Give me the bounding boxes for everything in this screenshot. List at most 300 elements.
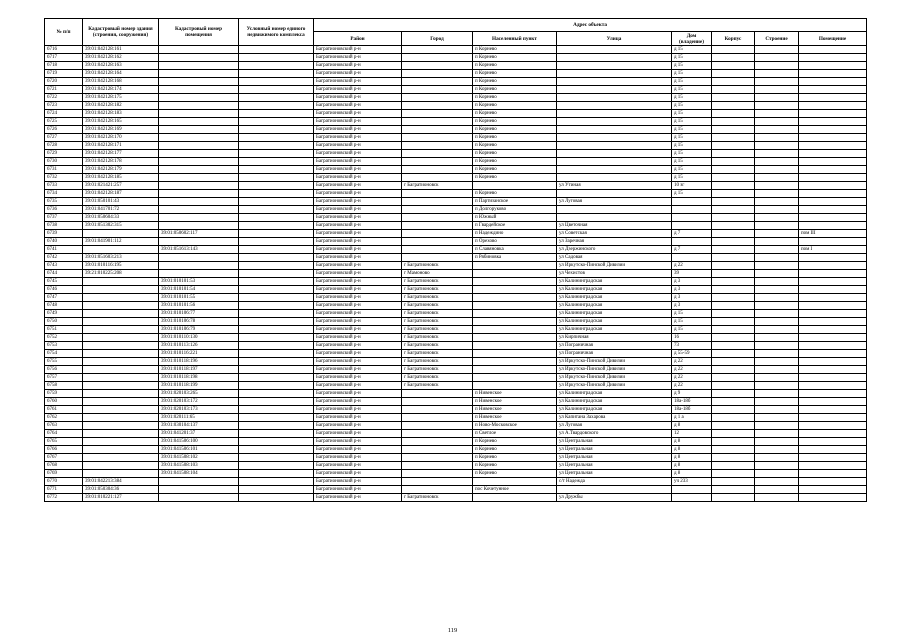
cell-district: Багратионовский р-н xyxy=(314,150,402,158)
cell-cad-building: 39:01:010116:195 xyxy=(83,262,159,270)
cell-cad-room: 39:01:010106:78 xyxy=(159,318,239,326)
cell-settlement xyxy=(473,478,557,486)
cell-district: Багратионовский р-н xyxy=(314,398,402,406)
table-row xyxy=(45,310,867,318)
cell-cad-building: 39:01:042128:161 xyxy=(83,46,159,54)
cell-num: 6716 xyxy=(45,46,83,54)
cell-city xyxy=(402,478,473,486)
cell-cad-building xyxy=(83,294,159,302)
cell-house: д 15 xyxy=(672,150,712,158)
cell-street: ул Калининградская xyxy=(557,398,672,406)
cell-settlement xyxy=(473,350,557,358)
cell-premise xyxy=(799,222,867,230)
cell-cad-room xyxy=(159,158,239,166)
cell-premise xyxy=(799,310,867,318)
cell-cad-room xyxy=(159,206,239,214)
cell-cond-complex xyxy=(239,78,314,86)
cell-house xyxy=(672,198,712,206)
cell-cond-complex xyxy=(239,142,314,150)
cell-premise xyxy=(799,406,867,414)
cell-corpus xyxy=(712,342,755,350)
cell-house: д 15 xyxy=(672,310,712,318)
cell-street: ул Иркутско-Пинской Дивизии xyxy=(557,374,672,382)
cell-district: Багратионовский р-н xyxy=(314,374,402,382)
cell-corpus xyxy=(712,94,755,102)
cell-cad-room xyxy=(159,214,239,222)
cell-building xyxy=(755,110,799,118)
cell-street xyxy=(557,166,672,174)
cell-city xyxy=(402,166,473,174)
cell-cond-complex xyxy=(239,430,314,438)
cell-corpus xyxy=(712,406,755,414)
cell-cond-complex xyxy=(239,158,314,166)
cell-district: Багратионовский р-н xyxy=(314,222,402,230)
table-row xyxy=(45,366,867,374)
cell-building xyxy=(755,174,799,182)
cell-district: Багратионовский р-н xyxy=(314,358,402,366)
cell-cad-building xyxy=(83,422,159,430)
cell-cond-complex xyxy=(239,390,314,398)
cell-cad-building: 39:01:042128:182 xyxy=(83,102,159,110)
table-row xyxy=(45,246,867,254)
table-row xyxy=(45,398,867,406)
cell-street: ул Иркутско-Пинской Дивизии xyxy=(557,382,672,390)
cell-settlement: п Корнево xyxy=(473,166,557,174)
cell-street: ул Калининградская xyxy=(557,326,672,334)
cell-cad-room: 39:01:010106:79 xyxy=(159,326,239,334)
cell-city xyxy=(402,398,473,406)
cell-cad-building: 39:01:042128:178 xyxy=(83,158,159,166)
cell-cad-building xyxy=(83,374,159,382)
cell-building xyxy=(755,350,799,358)
cell-house: д 22 xyxy=(672,374,712,382)
cell-cad-room xyxy=(159,174,239,182)
cell-num: 6760 xyxy=(45,398,83,406)
cell-house: д 15 xyxy=(672,54,712,62)
cell-settlement xyxy=(473,262,557,270)
cell-num: 6755 xyxy=(45,358,83,366)
cell-cond-complex xyxy=(239,222,314,230)
cell-street: ул Калининградская xyxy=(557,318,672,326)
table-row xyxy=(45,430,867,438)
cell-street: ул Калининградская xyxy=(557,406,672,414)
cell-city xyxy=(402,134,473,142)
cell-premise xyxy=(799,422,867,430)
table-row xyxy=(45,286,867,294)
cell-building xyxy=(755,478,799,486)
cell-cad-room: 39:01:041508:104 xyxy=(159,470,239,478)
cell-district: Багратионовский р-н xyxy=(314,478,402,486)
cell-cad-room xyxy=(159,142,239,150)
table-row xyxy=(45,110,867,118)
cell-cad-room xyxy=(159,118,239,126)
cell-house: д 8 xyxy=(672,470,712,478)
cell-city: г Мамоново xyxy=(402,270,473,278)
cell-settlement: п Корнево xyxy=(473,446,557,454)
cell-city: г Багратионовск xyxy=(402,278,473,286)
table-row xyxy=(45,262,867,270)
cell-corpus xyxy=(712,390,755,398)
cell-building xyxy=(755,326,799,334)
cell-corpus xyxy=(712,438,755,446)
cell-house: д 15 xyxy=(672,86,712,94)
cell-premise: пом I xyxy=(799,246,867,254)
cell-city xyxy=(402,158,473,166)
cell-cond-complex xyxy=(239,382,314,390)
cell-district: Багратионовский р-н xyxy=(314,158,402,166)
cell-street xyxy=(557,190,672,198)
cell-street: ул Пограничная xyxy=(557,342,672,350)
cell-district: Багратионовский р-н xyxy=(314,230,402,238)
cell-city: г Багратионовск xyxy=(402,302,473,310)
cell-corpus xyxy=(712,318,755,326)
cell-street: ул Капитана Захарова xyxy=(557,414,672,422)
cell-cad-building: 39:01:042128:162 xyxy=(83,54,159,62)
cell-cond-complex xyxy=(239,350,314,358)
cell-house xyxy=(672,486,712,494)
cell-premise xyxy=(799,454,867,462)
cell-cad-room xyxy=(159,238,239,246)
cell-street xyxy=(557,78,672,86)
cell-district: Багратионовский р-н xyxy=(314,182,402,190)
cell-street: ул Луговая xyxy=(557,198,672,206)
cell-building xyxy=(755,454,799,462)
cell-corpus xyxy=(712,398,755,406)
cell-city xyxy=(402,470,473,478)
cell-city xyxy=(402,254,473,262)
cell-house: д 15 xyxy=(672,70,712,78)
cell-city: г Багратионовск xyxy=(402,262,473,270)
cell-premise xyxy=(799,382,867,390)
cell-building xyxy=(755,46,799,54)
cell-building xyxy=(755,190,799,198)
table-row xyxy=(45,86,867,94)
cell-num: 6717 xyxy=(45,54,83,62)
cell-settlement xyxy=(473,366,557,374)
cell-cond-complex xyxy=(239,262,314,270)
page-number: 119 xyxy=(447,627,458,634)
table-row xyxy=(45,478,867,486)
table-row xyxy=(45,382,867,390)
cell-num: 6768 xyxy=(45,462,83,470)
cell-city xyxy=(402,462,473,470)
cell-building xyxy=(755,462,799,470)
cell-cad-room xyxy=(159,70,239,78)
table-row xyxy=(45,230,867,238)
cell-corpus xyxy=(712,230,755,238)
cell-house: д 15 xyxy=(672,326,712,334)
cell-street: ул Калининградская xyxy=(557,310,672,318)
cell-city xyxy=(402,230,473,238)
cell-corpus xyxy=(712,118,755,126)
cell-cond-complex xyxy=(239,214,314,222)
cell-building xyxy=(755,230,799,238)
cell-num: 6749 xyxy=(45,310,83,318)
cell-cond-complex xyxy=(239,102,314,110)
table-row xyxy=(45,414,867,422)
cell-num: 6728 xyxy=(45,142,83,150)
cell-house: д 15 xyxy=(672,142,712,150)
cell-premise xyxy=(799,446,867,454)
table-row xyxy=(45,222,867,230)
cell-building xyxy=(755,366,799,374)
cell-cond-complex xyxy=(239,286,314,294)
table-row xyxy=(45,182,867,190)
cell-corpus xyxy=(712,102,755,110)
cell-premise xyxy=(799,286,867,294)
cell-house: д 15 xyxy=(672,158,712,166)
cell-street: ул Калининградская xyxy=(557,390,672,398)
cell-street: ул Заречная xyxy=(557,238,672,246)
cell-premise xyxy=(799,46,867,54)
cell-settlement: п Корнево xyxy=(473,54,557,62)
cell-num: 6727 xyxy=(45,134,83,142)
cell-settlement xyxy=(473,278,557,286)
cell-premise xyxy=(799,270,867,278)
cell-street: ул Калининградская xyxy=(557,278,672,286)
cell-city xyxy=(402,198,473,206)
cell-cad-room xyxy=(159,166,239,174)
cell-settlement: п Корнево xyxy=(473,78,557,86)
cell-cad-room xyxy=(159,478,239,486)
cell-cond-complex xyxy=(239,326,314,334)
cell-cad-room xyxy=(159,222,239,230)
cell-cad-building: 39:01:042128:174 xyxy=(83,86,159,94)
property-registry-table xyxy=(44,18,867,502)
cell-district: Багратионовский р-н xyxy=(314,166,402,174)
cell-corpus xyxy=(712,206,755,214)
cell-num: 6723 xyxy=(45,102,83,110)
cell-settlement: п Корнево xyxy=(473,62,557,70)
cell-settlement: п Корнево xyxy=(473,174,557,182)
cell-corpus xyxy=(712,326,755,334)
cell-cad-room xyxy=(159,182,239,190)
cell-num: 6726 xyxy=(45,126,83,134)
cell-street: ул Центральная xyxy=(557,446,672,454)
cell-cond-complex xyxy=(239,238,314,246)
table-row xyxy=(45,142,867,150)
cell-street xyxy=(557,134,672,142)
cell-street: ул Центральная xyxy=(557,438,672,446)
cell-corpus xyxy=(712,486,755,494)
cell-cad-room xyxy=(159,110,239,118)
cell-cad-room: 39:01:010118:196 xyxy=(159,358,239,366)
cell-premise xyxy=(799,150,867,158)
table-row xyxy=(45,46,867,54)
cell-premise xyxy=(799,470,867,478)
cell-city xyxy=(402,486,473,494)
cell-num: 6734 xyxy=(45,190,83,198)
table-row xyxy=(45,62,867,70)
cell-corpus xyxy=(712,62,755,70)
cell-house: д 15 xyxy=(672,110,712,118)
table-row xyxy=(45,302,867,310)
table-row xyxy=(45,198,867,206)
cell-corpus xyxy=(712,190,755,198)
cell-cond-complex xyxy=(239,230,314,238)
cell-corpus xyxy=(712,302,755,310)
cell-num: 6764 xyxy=(45,430,83,438)
cell-num: 6722 xyxy=(45,94,83,102)
cell-corpus xyxy=(712,414,755,422)
cell-num: 6736 xyxy=(45,206,83,214)
cell-building xyxy=(755,470,799,478)
cell-num: 6718 xyxy=(45,62,83,70)
table-row xyxy=(45,174,867,182)
cell-cad-room: 39:01:020103:265 xyxy=(159,390,239,398)
cell-premise xyxy=(799,86,867,94)
header-settlement: Населенный пункт xyxy=(473,32,557,46)
cell-corpus xyxy=(712,366,755,374)
cell-num: 6745 xyxy=(45,278,83,286)
cell-cad-building xyxy=(83,326,159,334)
cell-cad-room xyxy=(159,126,239,134)
cell-premise xyxy=(799,262,867,270)
cell-house: д 3 xyxy=(672,278,712,286)
cell-district: Багратионовский р-н xyxy=(314,470,402,478)
cell-corpus xyxy=(712,70,755,78)
cell-num: 6765 xyxy=(45,438,83,446)
cell-num: 6756 xyxy=(45,366,83,374)
cell-corpus xyxy=(712,462,755,470)
cell-district: Багратионовский р-н xyxy=(314,254,402,262)
cell-num: 6759 xyxy=(45,390,83,398)
cell-city xyxy=(402,214,473,222)
cell-num: 6746 xyxy=(45,286,83,294)
cell-cad-room: 39:01:010101:54 xyxy=(159,286,239,294)
cell-settlement: п Корнево xyxy=(473,190,557,198)
cell-settlement: п Корнево xyxy=(473,126,557,134)
cell-district: Багратионовский р-н xyxy=(314,334,402,342)
cell-building xyxy=(755,390,799,398)
cell-cad-building xyxy=(83,246,159,254)
table-row xyxy=(45,126,867,134)
cell-cad-building: 39:01:042213:384 xyxy=(83,478,159,486)
header-street: Улица xyxy=(557,32,672,46)
cell-cond-complex xyxy=(239,438,314,446)
cell-corpus xyxy=(712,110,755,118)
cell-house: д 15 xyxy=(672,166,712,174)
cell-settlement xyxy=(473,382,557,390)
cell-cad-building xyxy=(83,350,159,358)
cell-premise xyxy=(799,174,867,182)
cell-cad-room: 39:01:050602:117 xyxy=(159,230,239,238)
cell-building xyxy=(755,422,799,430)
cell-settlement: п Южный xyxy=(473,214,557,222)
cell-cad-building: 39:01:042128:187 xyxy=(83,190,159,198)
cell-district: Багратионовский р-н xyxy=(314,270,402,278)
cell-street: ул Калининградская xyxy=(557,286,672,294)
cell-city: г Багратионовск xyxy=(402,374,473,382)
cell-building xyxy=(755,118,799,126)
cell-num: 6731 xyxy=(45,166,83,174)
cell-num: 6739 xyxy=(45,230,83,238)
cell-num: 6772 xyxy=(45,494,83,502)
cell-house: д 15 xyxy=(672,102,712,110)
cell-settlement xyxy=(473,374,557,382)
cell-cad-building xyxy=(83,318,159,326)
cell-building xyxy=(755,286,799,294)
table-row xyxy=(45,486,867,494)
cell-house: 16 xyxy=(672,334,712,342)
cell-cond-complex xyxy=(239,54,314,62)
cell-premise xyxy=(799,166,867,174)
cell-cad-room: 39:01:010101:53 xyxy=(159,278,239,286)
table-row xyxy=(45,158,867,166)
cell-building xyxy=(755,206,799,214)
cell-district: Багратионовский р-н xyxy=(314,486,402,494)
table-row xyxy=(45,254,867,262)
cell-city xyxy=(402,126,473,134)
cell-premise xyxy=(799,438,867,446)
cell-cad-building xyxy=(83,470,159,478)
cell-settlement: п Корнево xyxy=(473,102,557,110)
cell-cad-building xyxy=(83,462,159,470)
cell-cad-building xyxy=(83,454,159,462)
cell-building xyxy=(755,86,799,94)
cell-cond-complex xyxy=(239,446,314,454)
cell-cad-building: 39:01:042128:165 xyxy=(83,118,159,126)
cell-cad-building xyxy=(83,302,159,310)
cell-house: д 22 xyxy=(672,382,712,390)
cell-district: Багратионовский р-н xyxy=(314,174,402,182)
cell-cond-complex xyxy=(239,454,314,462)
cell-num: 6735 xyxy=(45,198,83,206)
cell-house: д 7 xyxy=(672,246,712,254)
cell-premise xyxy=(799,238,867,246)
table-row xyxy=(45,118,867,126)
cell-num: 6748 xyxy=(45,302,83,310)
table-row xyxy=(45,374,867,382)
cell-building xyxy=(755,294,799,302)
cell-settlement: п Корнево xyxy=(473,86,557,94)
cell-cad-building: 39:01:042128:168 xyxy=(83,78,159,86)
cell-street xyxy=(557,62,672,70)
cell-street: ул Дружбы xyxy=(557,494,672,502)
cell-num: 6761 xyxy=(45,406,83,414)
cell-cad-building: 39:01:042128:177 xyxy=(83,150,159,158)
cell-cond-complex xyxy=(239,486,314,494)
cell-cad-room: 39:01:030104:137 xyxy=(159,422,239,430)
cell-street xyxy=(557,174,672,182)
cell-city xyxy=(402,246,473,254)
cell-street: ул Чехистов xyxy=(557,270,672,278)
cell-building xyxy=(755,254,799,262)
cell-district: Багратионовский р-н xyxy=(314,494,402,502)
cell-cond-complex xyxy=(239,398,314,406)
cell-cond-complex xyxy=(239,62,314,70)
cell-premise xyxy=(799,478,867,486)
table-row xyxy=(45,78,867,86)
cell-cad-room: 39:01:041201:37 xyxy=(159,430,239,438)
cell-cond-complex xyxy=(239,198,314,206)
table-row xyxy=(45,150,867,158)
cell-corpus xyxy=(712,430,755,438)
cell-district: Багратионовский р-н xyxy=(314,406,402,414)
cell-district: Багратионовский р-н xyxy=(314,342,402,350)
cell-premise xyxy=(799,94,867,102)
cell-street: ул Луговая xyxy=(557,422,672,430)
cell-num: 6754 xyxy=(45,350,83,358)
cell-street: ул Цветочная xyxy=(557,222,672,230)
cell-premise xyxy=(799,198,867,206)
cell-cad-building xyxy=(83,230,159,238)
cell-settlement: п Корнево xyxy=(473,454,557,462)
cell-building xyxy=(755,102,799,110)
cell-cond-complex xyxy=(239,470,314,478)
cell-cad-room xyxy=(159,94,239,102)
cell-cad-building: 39:01:050101:43 xyxy=(83,198,159,206)
